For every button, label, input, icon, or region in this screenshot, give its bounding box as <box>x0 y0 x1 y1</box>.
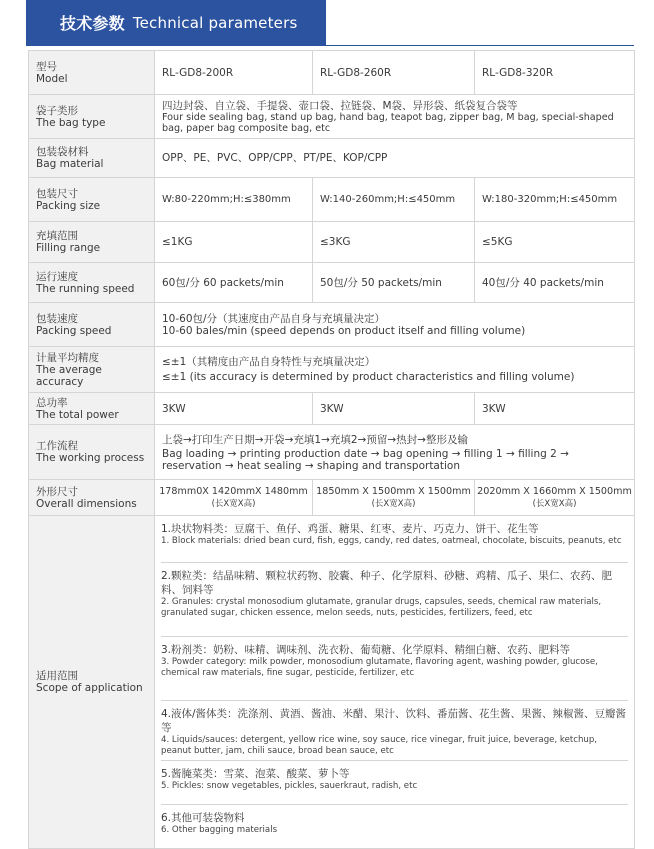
row-packing-size <box>29 178 635 222</box>
cell-speed-2: 50包/分 50 packets/min <box>313 263 475 303</box>
cell-model-2: RL-GD8-260R <box>313 51 475 95</box>
row-label: 包装袋材料 Bag material <box>29 139 155 178</box>
cell-power-1: 3KW <box>155 393 313 425</box>
cell-speed-1: 60包/分 60 packets/min <box>155 263 313 303</box>
cell-accuracy: ≤±1（其精度由产品自身特性与充填量决定） ≤±1 (its accuracy is determined by product characteristics and filling volume) <box>155 347 635 393</box>
cell-scope <box>155 516 635 849</box>
row-label: 工作流程 The working process <box>29 425 155 480</box>
row-overall-dimensions <box>29 480 635 516</box>
title-zh: 技术参数 <box>60 14 125 33</box>
row-working-process <box>29 425 635 480</box>
row-accuracy <box>29 347 635 393</box>
cell-packing-speed: 10-60包/分（其速度由产品自身与充填量决定） 10-60 bales/min (speed depends on product itself and filling volume) <box>155 303 635 347</box>
cell-fill-3: ≤5KG <box>475 222 635 263</box>
row-scope <box>29 516 635 849</box>
cell-size-3: W:180-320mm;H:≤450mm <box>475 178 635 222</box>
cell-fill-1: ≤1KG <box>155 222 313 263</box>
row-label: 包装尺寸 Packing size <box>29 178 155 222</box>
row-label: 袋子类形 The bag type <box>29 95 155 139</box>
scope-item: 2.颗粒类：结晶味精、颗粒状药物、胶囊、种子、化学原料、砂糖、鸡精、瓜子、果仁、农药、肥料、饲料等 2. Granules: crystal monosodium glutamate, granular drugs, capsules, seeds, chemical raw materials, granulated sugar, chicken essence, melon seeds, nuts, pesticides, fertilizers, feed, etc <box>161 563 628 637</box>
cell-bag-type: 四边封袋、自立袋、手提袋、壶口袋、拉链袋、M袋、异形袋、纸袋复合袋等 Four side sealing bag, stand up bag, hand bag, teapot bag, zipper bag, M bag, special-shaped bag, paper bag composite bag, etc <box>155 95 635 139</box>
scope-item: 1.块状物料类：豆腐干、鱼仔、鸡蛋、糖果、红枣、麦片、巧克力、饼干、花生等 1. Block materials: dried bean curd, fish, eggs, candy, red dates, oatmeal, chocolate, biscuits, peanuts, etc <box>161 516 628 563</box>
row-label: 型号 Model <box>29 51 155 95</box>
row-label: 适用范围 Scope of application <box>29 516 155 849</box>
cell-dim-1: 178mm0X 1420mmX 1480mm (长X宽X高) <box>155 480 313 516</box>
cell-dim-2: 1850mm X 1500mm X 1500mm (长X宽X高) <box>313 480 475 516</box>
section-title-banner <box>26 0 326 45</box>
scope-item: 6.其他可装袋物料 6. Other bagging materials <box>161 812 278 835</box>
row-bag-material <box>29 139 635 178</box>
cell-power-2: 3KW <box>313 393 475 425</box>
cell-bag-material: OPP、PE、PVC、OPP/CPP、PT/PE、KOP/CPP <box>155 139 635 178</box>
cell-fill-2: ≤3KG <box>313 222 475 263</box>
cell-power-3: 3KW <box>475 393 635 425</box>
row-label: 总功率 The total power <box>29 393 155 425</box>
row-label: 充填范围 Filling range <box>29 222 155 263</box>
cell-working-process: 上袋→打印生产日期→开袋→充填1→充填2→预留→热封→整形及输 Bag loading → printing production date → bag opening → filling 1 → filling 2 → reservation → heat sealing → shaping and transportation <box>155 425 635 480</box>
row-running-speed <box>29 263 635 303</box>
title-en: Technical parameters <box>132 13 298 32</box>
row-label: 计量平均精度 The average accuracy <box>29 347 155 393</box>
row-bag-type <box>29 95 635 139</box>
row-filling-range <box>29 222 635 263</box>
cell-model-1: RL-GD8-200R <box>155 51 313 95</box>
scope-item: 4.液体/酱体类：洗涤剂、黄酒、酱油、米醋、果汁、饮料、番茄酱、花生酱、果酱、辣椒酱、豆瓣酱等 4. Liquids/sauces: detergent, yellow rice wine, soy sauce, rice vinegar, fruit juice, beverage, ketchup, peanut butter, jam, chili sauce, broad bean sauce, etc <box>161 701 628 761</box>
row-label: 包装速度 Packing speed <box>29 303 155 347</box>
parameters-table <box>28 50 635 849</box>
cell-size-2: W:140-260mm;H:≤450mm <box>313 178 475 222</box>
cell-model-3: RL-GD8-320R <box>475 51 635 95</box>
scope-item: 3.粉剂类：奶粉、味精、调味剂、洗衣粉、葡萄糖、化学原料、精细白糖、农药、肥料等 3. Powder category: milk powder, monosodium glutamate, flavoring agent, washing powder, glucose, chemical raw materials, fine sugar, pesticide, fertilizer, etc <box>161 637 628 701</box>
row-total-power <box>29 393 635 425</box>
cell-speed-3: 40包/分 40 packets/min <box>475 263 635 303</box>
cell-dim-3: 2020mm X 1660mm X 1500mm (长X宽X高) <box>475 480 635 516</box>
scope-item: 5.酱腌菜类：雪菜、泡菜、酸菜、萝卜等 5. Pickles: snow vegetables, pickles, sauerkraut, radish, etc <box>161 761 628 805</box>
row-packing-speed <box>29 303 635 347</box>
cell-size-1: W:80-220mm;H:≤380mm <box>155 178 313 222</box>
title-underline <box>26 45 634 46</box>
row-label: 外形尺寸 Overall dimensions <box>29 480 155 516</box>
row-label: 运行速度 The running speed <box>29 263 155 303</box>
row-model <box>29 51 635 95</box>
